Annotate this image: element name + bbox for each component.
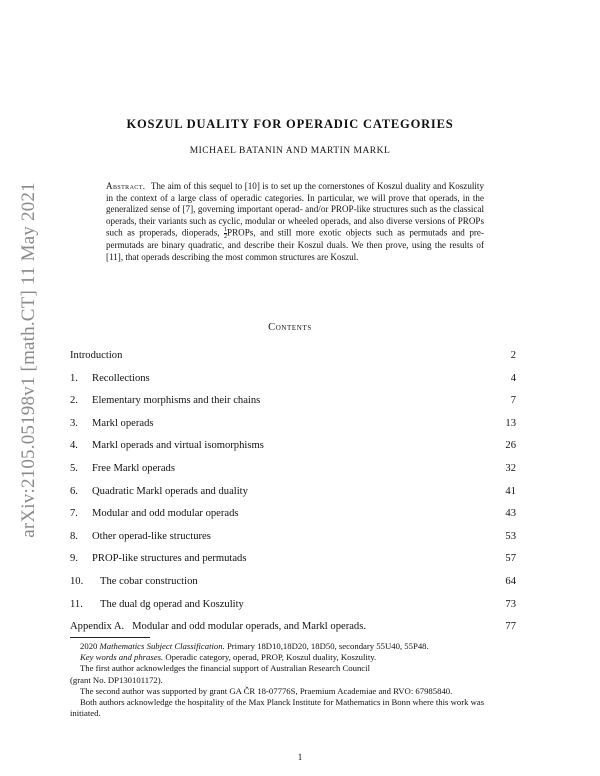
- arxiv-identifier-stamp: [14, 150, 44, 570]
- footnotes: [70, 641, 516, 719]
- arxiv-identifier-text: arXiv:2105.05198v1 [math.CT] 11 May 2021: [18, 182, 39, 538]
- toc-entry[interactable]: [70, 550, 516, 573]
- toc-entry-title: Free Markl operads: [92, 462, 175, 474]
- toc-entry-page: 32: [505, 462, 516, 474]
- toc-entry-title: Quadratic Markl operads and duality: [92, 485, 248, 497]
- toc-entry-number: Appendix A.: [70, 621, 125, 633]
- toc-entry-title: PROP-like structures and permutads: [92, 553, 247, 565]
- toc-entry-page: 77: [505, 621, 516, 633]
- toc-entry-number: 4.: [70, 440, 78, 452]
- paper-title: KOSZUL DUALITY FOR OPERADIC CATEGORIES: [126, 117, 454, 131]
- toc-entry-title: Elementary morphisms and their chains: [92, 395, 261, 407]
- toc-entry[interactable]: [70, 460, 516, 483]
- toc-entry-page: 26: [505, 440, 516, 452]
- toc-entry-number: 8.: [70, 530, 78, 542]
- toc-entry-page: 2: [510, 350, 516, 361]
- abstract-text-part1: The aim of this sequel to [10] is to set up the cornerstones of Koszul duality and Koszulity in the context of a large class of operadic categories. In particular, we will prove that operads, in the generalized sense of [7], governing important operad- and/or PROP-like structures such as the classical operads, their variants such as cyclic, modular or wheeled operads, and also diverse versions of PROPs such as properads, dioperads,: [106, 181, 484, 238]
- toc-entry[interactable]: [70, 573, 516, 596]
- msc-label: Mathematics Subject Classification.: [99, 641, 225, 651]
- toc-entry-title: Markl operads: [92, 417, 154, 429]
- toc-entry[interactable]: [70, 505, 516, 528]
- abstract: [106, 181, 484, 264]
- toc-entry[interactable]: [70, 392, 516, 415]
- first-author-footnote-grant: (grant No. DP130101172).: [70, 674, 163, 685]
- toc-entry[interactable]: [70, 347, 516, 370]
- toc-entry[interactable]: [70, 596, 516, 619]
- fraction-numerator: 1: [224, 227, 228, 234]
- page-number: 1: [297, 752, 303, 762]
- toc-entry-page: 4: [510, 372, 516, 384]
- msc-footnote: [70, 641, 516, 652]
- toc-entry[interactable]: [70, 370, 516, 393]
- keywords-footnote: [70, 652, 516, 663]
- toc-entry-page: 53: [505, 530, 516, 542]
- paper-authors: MICHAEL BATANIN AND MARTIN MARKL: [189, 146, 391, 156]
- toc-entry[interactable]: [70, 415, 516, 438]
- second-author-footnote: The second author was supported by grant GA ČR 18-07776S, Praemium Academiae and RVO: 67985840.: [80, 685, 453, 696]
- toc-entry-title: Markl operads and virtual isomorphisms: [92, 440, 264, 452]
- toc-entry-number: 11.: [70, 598, 83, 610]
- toc-entry[interactable]: [70, 437, 516, 460]
- toc-entry-page: 41: [505, 485, 516, 497]
- toc-entry-number: 1.: [70, 372, 78, 384]
- toc-entry-title: The dual dg operad and Koszulity: [100, 598, 244, 610]
- msc-text: Primary 18D10,18D20, 18D50, secondary 55U40, 55P48.: [226, 641, 429, 651]
- toc-entry-number: 9.: [70, 553, 78, 565]
- toc-entry-number: 3.: [70, 417, 78, 429]
- toc-entry-page: 7: [510, 395, 516, 407]
- toc-entry-number: 5.: [70, 462, 78, 474]
- abstract-text-part2: PROPs, and still more exotic objects such as permutads and pre-permutads are binary quadratic, and describe their Koszul duals. We then prove, using the results of [11], that operads describing the most common structures are Koszul.: [106, 227, 484, 262]
- toc-entry-number: 6.: [70, 485, 78, 497]
- toc-entry-page: 43: [505, 508, 516, 520]
- msc-year: 2020: [80, 641, 98, 651]
- toc-entry-title: Recollections: [92, 372, 150, 384]
- keywords-label: Key words and phrases.: [80, 652, 164, 663]
- contents-heading: Contents: [268, 322, 312, 333]
- toc-entry-title: Modular and odd modular operads, and Markl operads.: [132, 621, 366, 633]
- toc-entry[interactable]: [70, 483, 516, 506]
- toc-entry-title: The cobar construction: [100, 575, 198, 587]
- toc-entry-page: 13: [505, 417, 516, 429]
- toc-entry-number: 7.: [70, 508, 78, 520]
- acknowledgement-footnote: Both authors acknowledge the hospitality of the Max Planck Institute for Mathematics in Bonn where this work was initiated.: [70, 697, 485, 719]
- toc-entry[interactable]: [70, 528, 516, 551]
- toc-entry-page: 73: [505, 598, 516, 610]
- toc-entry-page: 57: [505, 553, 516, 565]
- toc-entry-page: 64: [505, 575, 516, 587]
- toc-entry-number: 10.: [70, 575, 84, 587]
- toc-entry-number: 2.: [70, 395, 78, 407]
- fraction-denominator: 2: [224, 234, 228, 241]
- abstract-label: Abstract.: [106, 181, 146, 191]
- toc-entry-title: Other operad-like structures: [92, 530, 211, 542]
- toc-entry-title: Introduction: [70, 350, 123, 361]
- table-of-contents: [70, 347, 516, 641]
- first-author-footnote: The first author acknowledges the financial support of Australian Research Council: [80, 663, 370, 674]
- footnote-rule: [70, 637, 150, 638]
- keywords-text: Operadic category, operad, PROP, Koszul duality, Koszulity.: [165, 652, 377, 663]
- toc-entry-title: Modular and odd modular operads: [92, 508, 239, 520]
